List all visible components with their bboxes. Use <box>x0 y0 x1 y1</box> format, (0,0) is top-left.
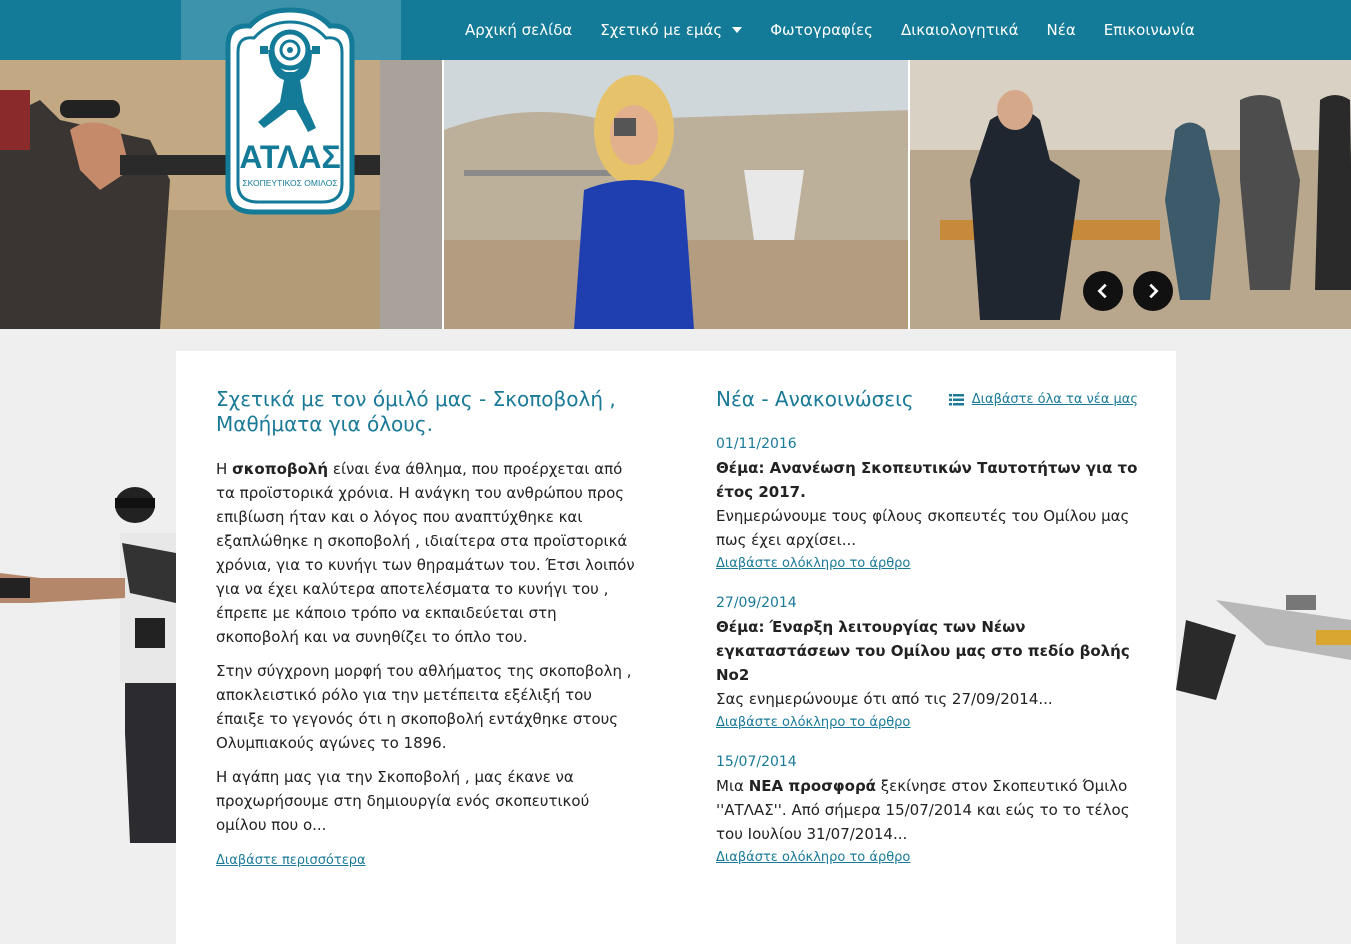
all-news-link[interactable] <box>949 392 1138 407</box>
list-icon <box>949 394 964 406</box>
nav-item-documents[interactable] <box>901 21 1019 39</box>
nav-item-photos[interactable] <box>770 21 873 39</box>
news-excerpt <box>716 774 1138 846</box>
shooter-figure-image <box>0 483 176 843</box>
chevron-right-icon <box>1144 282 1162 300</box>
news-section <box>716 387 1138 865</box>
caret-down-icon <box>732 27 742 33</box>
chevron-left-icon <box>1094 282 1112 300</box>
all-news-label[interactable]: Διαβάστε όλα τα νέα μας <box>971 392 1138 407</box>
news-text: Μια <box>716 777 749 795</box>
slider-next-button[interactable] <box>1133 271 1173 311</box>
about-text: είναι ένα άθλημα, που προέρχεται από τα προϊστορικά χρόνια. Η ανάγκη του ανθρώπου προς επιβίωση ήταν και ο λόγος που αναπτύχθηκε και εξαπλώθηκε η σκοποβολή , ιδιαίτερα στα προϊστορικά χρόνια, για το κυνήγι των θηραμάτων του. Έτσι λοιπόν για να έχει καλύτερα αποτελέσματα το κυνήγι του , έπρεπε με κάποιο τρόπο να εκπαιδεύεται στη σκοποβολή και να συνηθίζει το όπλο του. <box>216 460 635 646</box>
slide-image-range-group <box>908 60 1351 329</box>
shooter-figure <box>0 483 176 843</box>
news-read-more-link[interactable]: Διαβάστε ολόκληρο το άρθρο <box>716 556 911 571</box>
slider-prev-button[interactable] <box>1083 271 1123 311</box>
about-paragraph-2: Στην σύγχρονη μορφή του αθλήματος της σκοποβολη , αποκλειστικό ρόλο για την μετέπειτα εξέλιξή του έπαιξε το γεγονός ότι η σκοποβολή εντάχθηκε στους Ολυμπιακούς αγώνες το 1896. <box>216 662 632 752</box>
news-text: ξεκίνησε στον Σκοπευτικό Όμιλο ''ΑΤΛΑΣ''. Από σήμερα 15/07/2014 και εώς το το τέλος του Ιουλίου 31/07/2014... <box>716 777 1130 843</box>
race-pistol <box>1176 590 1351 705</box>
news-item-title[interactable]: Θέμα: Ανανέωση Σκοπευτικών Ταυτοτήτων για το έτος 2017. <box>716 459 1138 501</box>
about-paragraph-1 <box>216 457 636 649</box>
atlas-logo-icon <box>214 6 366 218</box>
nav-label: Σχετικό με εμάς <box>600 21 723 39</box>
about-paragraph-3: Η αγάπη μας για την Σκοποβολή , μας έκανε να προχωρήσουμε στη δημιουργία ενός σκοπευτικού ομίλου που ο... <box>216 768 590 834</box>
news-header <box>716 387 1138 412</box>
about-section <box>216 387 636 868</box>
pistol-woman-image <box>444 60 908 329</box>
news-read-more-link[interactable]: Διαβάστε ολόκληρο το άρθρο <box>716 715 911 730</box>
news-date: 15/07/2014 <box>716 754 797 770</box>
news-date: 01/11/2016 <box>716 436 797 452</box>
nav-label: Φωτογραφίες <box>770 21 873 39</box>
nav-label: Επικοινωνία <box>1103 21 1195 39</box>
news-item <box>716 434 1138 571</box>
nav-label: Αρχική σελίδα <box>465 21 573 39</box>
news-item <box>716 593 1138 730</box>
about-text: Η <box>216 460 233 478</box>
slide-image-pistol-woman <box>442 60 908 329</box>
nav-item-news[interactable] <box>1047 21 1076 39</box>
about-bold-text: σκοποβολή <box>232 460 329 478</box>
nav-item-home[interactable] <box>465 21 572 39</box>
main-nav <box>451 0 1209 60</box>
content-card <box>176 351 1176 944</box>
news-read-more-link[interactable]: Διαβάστε ολόκληρο το άρθρο <box>716 850 911 865</box>
news-title: Νέα - Ανακοινώσεις <box>716 387 914 411</box>
site-logo[interactable] <box>214 6 366 218</box>
nav-label: Νέα <box>1046 21 1076 39</box>
range-group-image <box>910 60 1351 329</box>
news-bold-text: ΝΕΑ προσφορά <box>748 777 876 795</box>
news-excerpt: Ενημερώνουμε τους φίλους σκοπευτές του Ομίλου μας πως έχει αρχίσει... <box>716 507 1130 549</box>
logo-name: ΑΤΛΑΣ <box>239 139 341 175</box>
news-excerpt: Σας ενημερώνουμε ότι από τις 27/09/2014... <box>716 690 1053 708</box>
nav-label: Δικαιολογητικά <box>900 21 1019 39</box>
news-item <box>716 752 1138 865</box>
nav-item-contact[interactable] <box>1104 21 1195 39</box>
read-more-link[interactable]: Διαβάστε περισσότερα <box>216 853 366 868</box>
pistol-image <box>1176 590 1351 705</box>
nav-item-about[interactable] <box>600 21 742 39</box>
news-item-title[interactable]: Θέμα: Έναρξη λειτουργίας των Νέων εγκαταστάσεων του Ομίλου μας στο πεδίο βολής Νο2 <box>716 618 1130 684</box>
about-title: Σχετικά με τον όμιλό μας - Σκοποβολή , Μαθήματα για όλους. <box>216 387 616 436</box>
news-date: 27/09/2014 <box>716 595 797 611</box>
logo-subtitle: ΣΚΟΠΕΥΤΙΚΟΣ ΟΜΙΛΟΣ <box>242 178 338 188</box>
